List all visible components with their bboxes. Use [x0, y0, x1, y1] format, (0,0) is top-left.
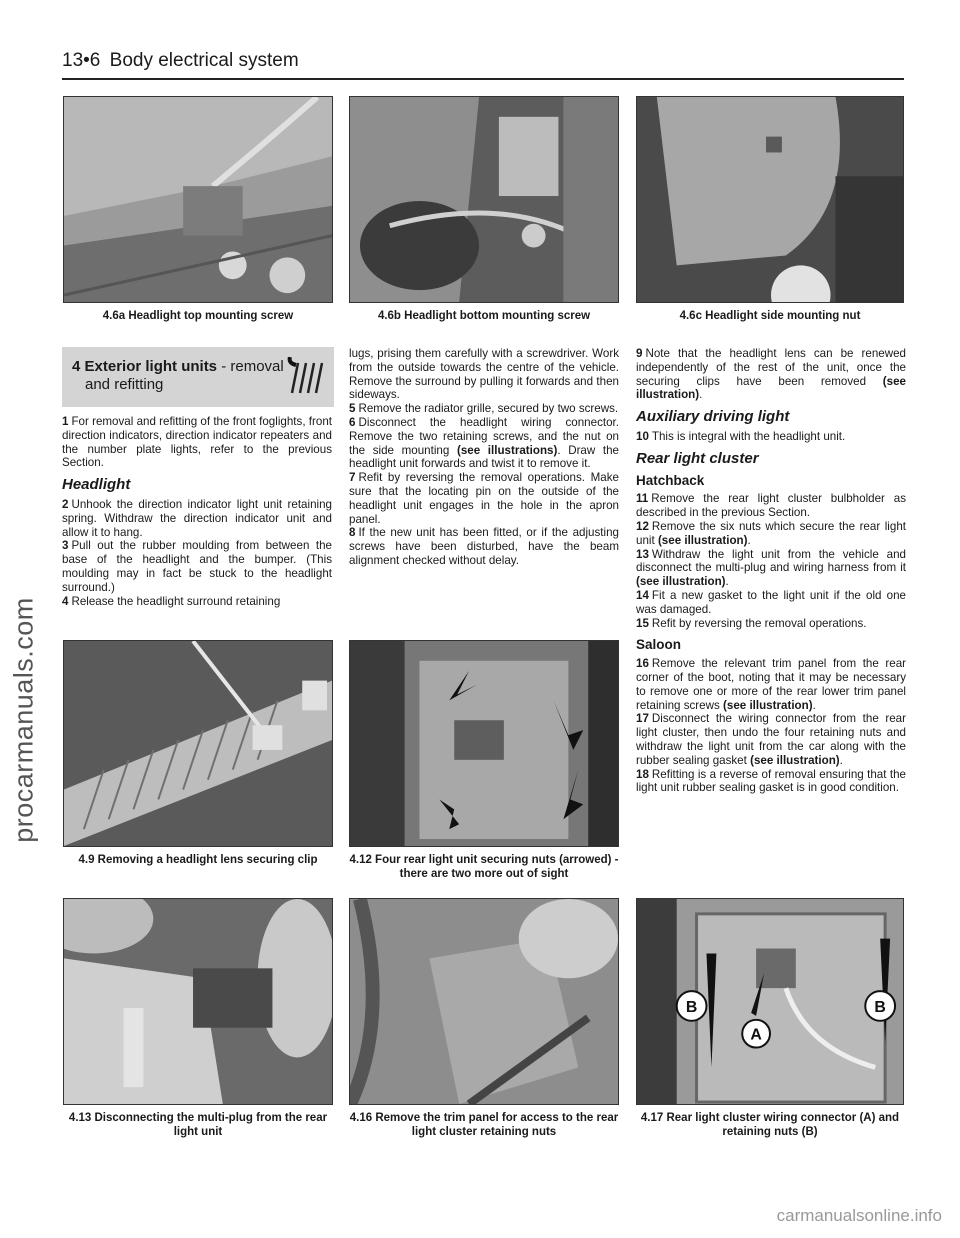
subheading-headlight: Headlight — [62, 476, 131, 494]
figure-caption-4-16: 4.16 Remove the trim panel for access to the rear light cluster retaining nuts — [349, 1112, 619, 1138]
paragraph-14: 14 Fit a new gasket to the light unit if the old one was damaged. — [636, 588, 906, 616]
subheading-auxiliary-driving-light: Auxiliary driving light — [636, 408, 790, 426]
page-header — [62, 50, 904, 80]
side-watermark: procarmanuals.com — [8, 597, 39, 843]
section-number: 4 — [72, 358, 81, 375]
paragraph-18: 18 Refitting is a reverse of removal ensuring that the light unit rubber sealing gasket is in good condition. — [636, 767, 906, 795]
subheading-rear-light-cluster: Rear light cluster — [636, 449, 759, 467]
photo-rear-light-connector — [636, 898, 904, 1105]
paragraph-3: 3 Pull out the rubber moulding from between the base of the headlight and the bumper. (This moulding may in fact be stuck to the headlight surround.) — [62, 539, 332, 594]
photo-headlight-top-screw — [63, 96, 333, 303]
figure-caption-4-6c: 4.6c Headlight side mounting nut — [679, 310, 861, 322]
section-line2: and refitting — [85, 376, 164, 393]
text-column-1 — [62, 415, 332, 608]
paragraph-15: 15 Refit by reversing the removal operations. — [636, 616, 867, 630]
page-number: 13•6 — [62, 50, 101, 71]
photo-trim-panel — [349, 898, 619, 1105]
photo-rear-light-securing-nuts — [349, 640, 619, 847]
figure-caption-4-6b: 4.6b Headlight bottom mounting screw — [377, 310, 591, 322]
photo-headlight-lens-clip — [63, 640, 333, 847]
figure-caption-4-6a: 4.6a Headlight top mounting screw — [102, 310, 294, 322]
photo-headlight-bottom-screw — [349, 96, 619, 303]
section-suffix: - removal — [217, 358, 284, 375]
figure-caption-4-12: 4.12 Four rear light unit securing nuts (arrowed) - there are two more out of sight — [349, 854, 619, 880]
paragraph-4: 4 Release the headlight surround retaining — [62, 594, 281, 608]
text-column-2 — [349, 347, 619, 568]
paragraph-2: 2 Unhook the direction indicator light unit retaining spring. Withdraw the direction indicator unit and allow it to hang. — [62, 497, 332, 539]
paragraph-9: 9 Note that the headlight lens can be renewed independently of the rest of the unit, once the securing clips have been removed (see illustration). — [636, 347, 906, 402]
paragraph-7: 7 Refit by reversing the removal operations. Make sure that the locating pin on the outside of the headlight unit engages in the hole in the apron panel. — [349, 471, 619, 526]
figure-caption-4-17: 4.17 Rear light cluster wiring connector (A) and retaining nuts (B) — [640, 1112, 900, 1138]
photo-multi-plug — [63, 898, 333, 1105]
paragraph-8: 8 If the new unit has been fitted, or if the adjusting screws have been disturbed, have the beam alignment checked without delay. — [349, 526, 619, 567]
paragraph-5: 5 Remove the radiator grille, secured by two screws. — [349, 402, 619, 416]
paragraph-11: 11 Remove the rear light cluster bulbholder as described in the previous Section. — [636, 492, 906, 520]
footer-watermark: carmanualsonline.info — [776, 1206, 942, 1225]
subheading-hatchback: Hatchback — [636, 472, 705, 488]
paragraph-6: 6 Disconnect the headlight wiring connector. Remove the two retaining screws, and the nut on the side mounting (see illustrations). Draw the headlight unit forwards and twist it to remove it. — [349, 415, 619, 471]
photo-label-a: A — [750, 1026, 762, 1044]
paragraph-1: 1 For removal and refitting of the front foglights, front direction indicators, direction indicator repeaters and the number plate lights, refer to the previous Section. — [62, 415, 332, 470]
difficulty-spanner-icon — [286, 357, 326, 399]
page-title: Body electrical system — [109, 50, 299, 71]
photo-label-b-left: B — [685, 998, 698, 1016]
section-heading — [62, 347, 334, 407]
paragraph-17: 17 Disconnect the wiring connector from the rear light cluster, then undo the four retaining nuts and withdraw the light unit from the car along with the rubber sealing gasket (see illustration). — [636, 712, 906, 767]
paragraph-10: 10 This is integral with the headlight unit. — [636, 429, 846, 443]
paragraph-4-continued: lugs, prising them carefully with a screwdriver. Work from the outside towards the centre of the vehicle. Remove the surround by pulling it forwards and then sideways. — [349, 347, 619, 402]
paragraph-13: 13 Withdraw the light unit from the vehicle and disconnect the multi-plug and wiring harness from it (see illustration). — [636, 547, 906, 589]
photo-headlight-side-nut — [636, 96, 904, 303]
subheading-saloon: Saloon — [636, 637, 682, 653]
paragraph-16: 16 Remove the relevant trim panel from the rear corner of the boot, noting that it may be necessary to remove one or more of the rear lower trim panel retaining screws (see illustration). — [636, 657, 906, 712]
photo-label-b-right: B — [874, 998, 886, 1016]
section-name: Exterior light units — [84, 358, 218, 375]
figure-caption-4-13: 4.13 Disconnecting the multi-plug from the rear light unit — [68, 1112, 328, 1138]
paragraph-12: 12 Remove the six nuts which secure the rear light unit (see illustration). — [636, 519, 906, 547]
figure-caption-4-9: 4.9 Removing a headlight lens securing clip — [78, 854, 318, 866]
text-column-3 — [636, 347, 906, 795]
